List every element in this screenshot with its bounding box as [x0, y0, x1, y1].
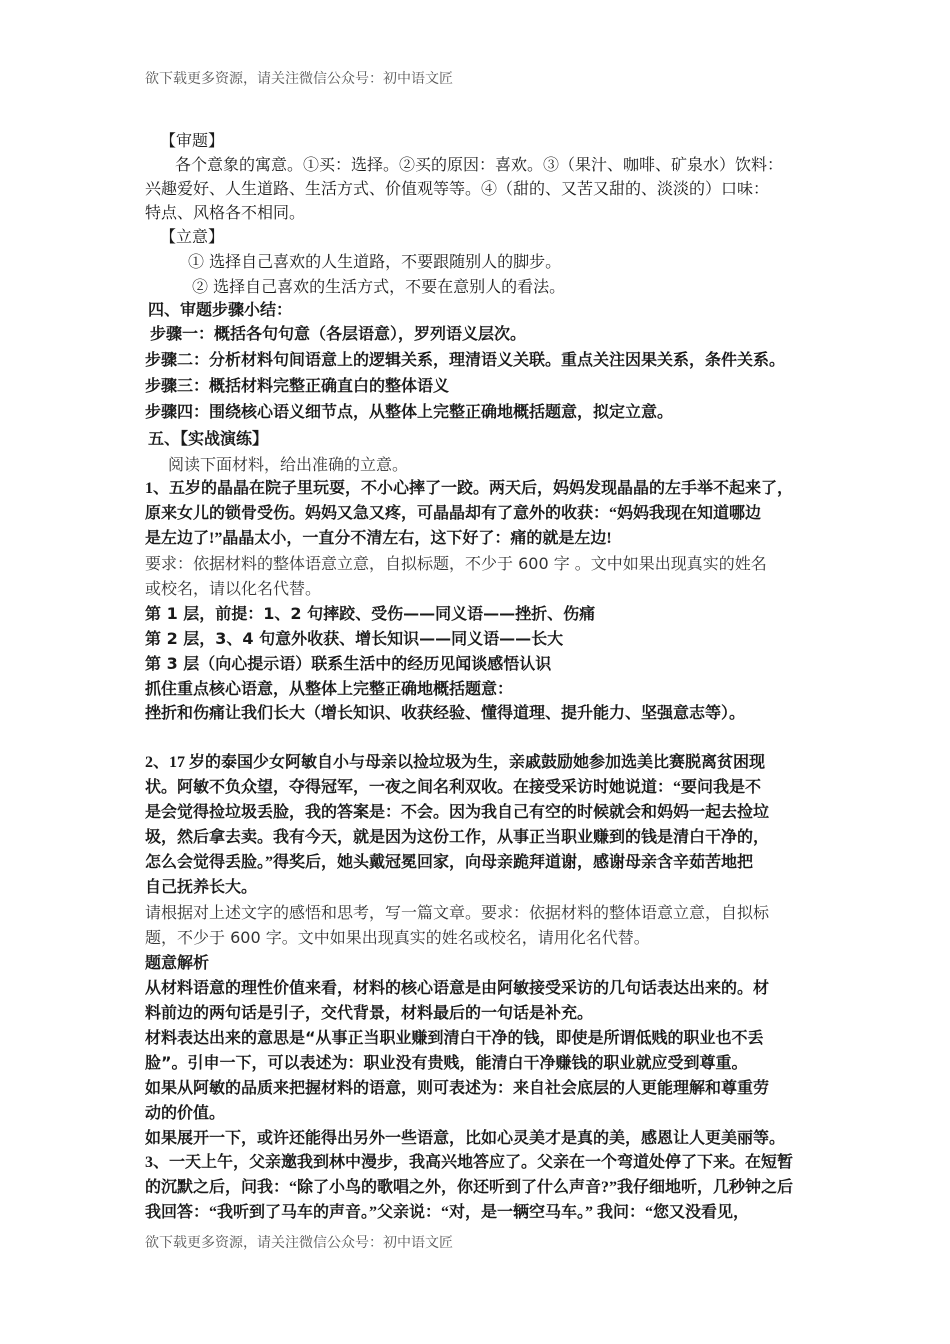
paragraph-line: 各个意象的寓意。①买：选择。②买的原因：喜欢。③（果汁、咖啡、矿泉水）饮料：: [175, 155, 784, 174]
step-line: 步骤三：概括材料完整正确直白的整体语义: [145, 378, 450, 395]
analysis-line: 料前边的两句话是引子，交代背景，材料最后的一句话是补充。: [145, 1003, 594, 1022]
analysis-line: 从材料语意的理性价值来看，材料的核心语意是由阿敏接受采访的几句话表达出来的。材: [145, 978, 770, 997]
subheading-tiyi-jiexi: 题意解析: [145, 953, 210, 972]
analysis-line: 脸”。引申一下，可以表述为：职业没有贵贱，能清白干净赚钱的职业就应受到尊重。: [145, 1053, 748, 1072]
instruction-line: 阅读下面材料，给出准确的立意。: [168, 455, 409, 474]
material-line: 自己抚养长大。: [145, 879, 258, 896]
analysis-line: 动的价值。: [145, 1103, 226, 1122]
material-line: 是会觉得捡垃圾丢脸，我的答案是：不会。因为我自己有空的时候就会和妈妈一起去捡垃: [145, 804, 770, 821]
analysis-line: 第 2 层，3、4 句意外收获、增长知识——同义语——长大: [145, 629, 564, 648]
step-line: 步骤四：围绕核心语义细节点，从整体上完整正确地概括题意，拟定立意。: [145, 404, 674, 421]
page-header: 欲下载更多资源，请关注微信公众号：初中语文匠: [145, 71, 453, 87]
list-item: ② 选择自己喜欢的生活方式，不要在意别人的看法。: [192, 277, 566, 296]
requirement-line: 或校名，请以化名代替。: [145, 579, 322, 598]
section-heading-liyi: 【立意】: [160, 227, 225, 246]
material-line: 圾，然后拿去卖。我有今天，就是因为这份工作，从事正当职业赚到的钱是清白干净的，: [145, 829, 770, 846]
requirement-line: 请根据对上述文字的感悟和思考，写一篇文章。要求：依据材料的整体语意立意，自拟标: [145, 903, 770, 922]
analysis-line: 第 1 层，前提：1、2 句摔跤、受伤——同义语——挫折、伤痛: [145, 604, 596, 623]
material-line: 怎么会觉得丢脸。”得奖后，她头戴冠冕回家，向母亲跪拜道谢，感谢母亲含辛茹苦地把: [145, 854, 754, 871]
page-footer: 欲下载更多资源，请关注微信公众号：初中语文匠: [145, 1235, 453, 1251]
paragraph-line: 特点、风格各不相同。: [145, 203, 306, 222]
material-line: 3、一天上午，父亲邀我到林中漫步，我高兴地答应了。父亲在一个弯道处停了下来。在短暂: [145, 1154, 794, 1171]
section-heading-shenti: 【审题】: [160, 131, 225, 150]
material-line: 的沉默之后，问我：“除了小鸟的歌唱之外，你还听到了什么声音?”我仔细地听，几秒钟之后: [145, 1179, 794, 1196]
analysis-line: 如果从阿敏的品质来把握材料的语意，则可表述为：来自社会底层的人更能理解和尊重劳: [145, 1078, 770, 1097]
list-item: ① 选择自己喜欢的人生道路，不要跟随别人的脚步。: [188, 252, 562, 271]
section-heading-5: 五、【实战演练】: [148, 429, 269, 448]
analysis-line: 材料表达出来的意思是“从事正当职业赚到清白干净的钱，即使是所谓低贱的职业也不丢: [145, 1028, 764, 1047]
material-line: 1、五岁的晶晶在院子里玩耍，不小心摔了一跤。两天后，妈妈发现晶晶的左手举不起来了，: [145, 480, 794, 497]
material-line: 是左边了!”晶晶太小，一直分不清左右，这下好了：痛的就是左边!: [145, 530, 612, 547]
material-line: 状。阿敏不负众望，夺得冠军，一夜之间名利双收。在接受采访时她说道：“要问我是不: [145, 779, 762, 796]
step-line: 步骤二：分析材料句间语意上的逻辑关系，理清语义关联。重点关注因果关系，条件关系。: [145, 352, 786, 369]
requirement-line: 要求：依据材料的整体语意立意，自拟标题，不少于 600 字 。文中如果出现真实的姓名: [145, 554, 767, 573]
requirement-line: 题，不少于 600 字。文中如果出现真实的姓名或校名，请用化名代替。: [145, 928, 650, 947]
section-heading-4: 四、审题步骤小结：: [148, 300, 293, 319]
paragraph-line: 兴趣爱好、人生道路、生活方式、价值观等等。④（甜的、又苦又甜的、淡淡的）口味：: [145, 179, 770, 198]
material-line: 我回答：“我听到了马车的声音。”父亲说：“对，是一辆空马车。” 我问：“您又没看见，: [145, 1204, 750, 1221]
analysis-conclusion: 挫折和伤痛让我们长大（增长知识、收获经验、懂得道理、提升能力、坚强意志等）。: [145, 705, 746, 722]
material-line: 原来女儿的锁骨受伤。妈妈又急又疼，可晶晶却有了意外的收获：“妈妈我现在知道哪边: [145, 505, 762, 522]
material-line: 2、17 岁的泰国少女阿敏自小与母亲以捡垃圾为生，亲戚鼓励她参加选美比赛脱离贫困现: [145, 754, 766, 771]
step-line: 步骤一：概括各句句意（各层语意），罗列语义层次。: [150, 326, 527, 343]
analysis-line: 第 3 层（向心提示语）联系生活中的经历见闻谈感悟认识: [145, 654, 552, 673]
analysis-line: 如果展开一下，或许还能得出另外一些语意，比如心灵美才是真的美，感恩让人更美丽等。: [145, 1128, 786, 1147]
analysis-line: 抓住重点核心语意，从整体上完整正确地概括题意：: [145, 679, 514, 698]
